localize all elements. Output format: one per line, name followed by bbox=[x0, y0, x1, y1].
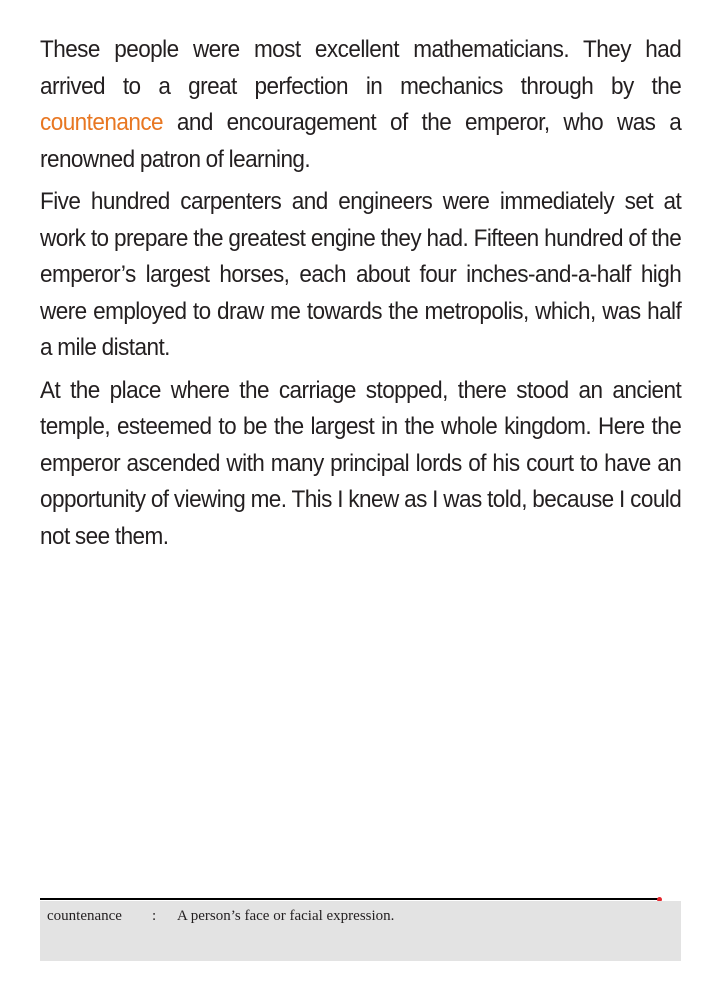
body-text bbox=[40, 32, 682, 561]
footnote-separator: : bbox=[152, 908, 157, 924]
glossary-footnote bbox=[40, 901, 681, 961]
glossary-term-countenance[interactable]: countenance bbox=[40, 109, 164, 136]
footnote-term: countenance bbox=[47, 908, 122, 924]
paragraph-1-before: These people were most excellent mathematicians. They had arrived to a great perfection in mechanics through by the bbox=[40, 36, 682, 100]
paragraph-1-after: and encouragement of the emperor, who was a renowned patron of learning. bbox=[40, 109, 682, 173]
footnote-divider bbox=[40, 898, 658, 900]
paragraph-2: Five hundred carpenters and engineers were immediately set at work to prepare the greatest engine they had. Fifteen hundred of the emperor’s largest horses, each about four inches-and-a-half high were employed to draw me towards the metropolis, which, was half a mile distant. bbox=[40, 188, 682, 361]
paragraph-3: At the place where the carriage stopped, there stood an ancient temple, esteemed to be the largest in the whole kingdom. Here the emperor ascended with many principal lords of his court to have an opportunity of viewing me. This I knew as I was told, because I could not see them. bbox=[40, 376, 682, 550]
footnote-definition: A person’s face or facial expression. bbox=[177, 908, 395, 924]
paragraph-1 bbox=[40, 32, 681, 178]
